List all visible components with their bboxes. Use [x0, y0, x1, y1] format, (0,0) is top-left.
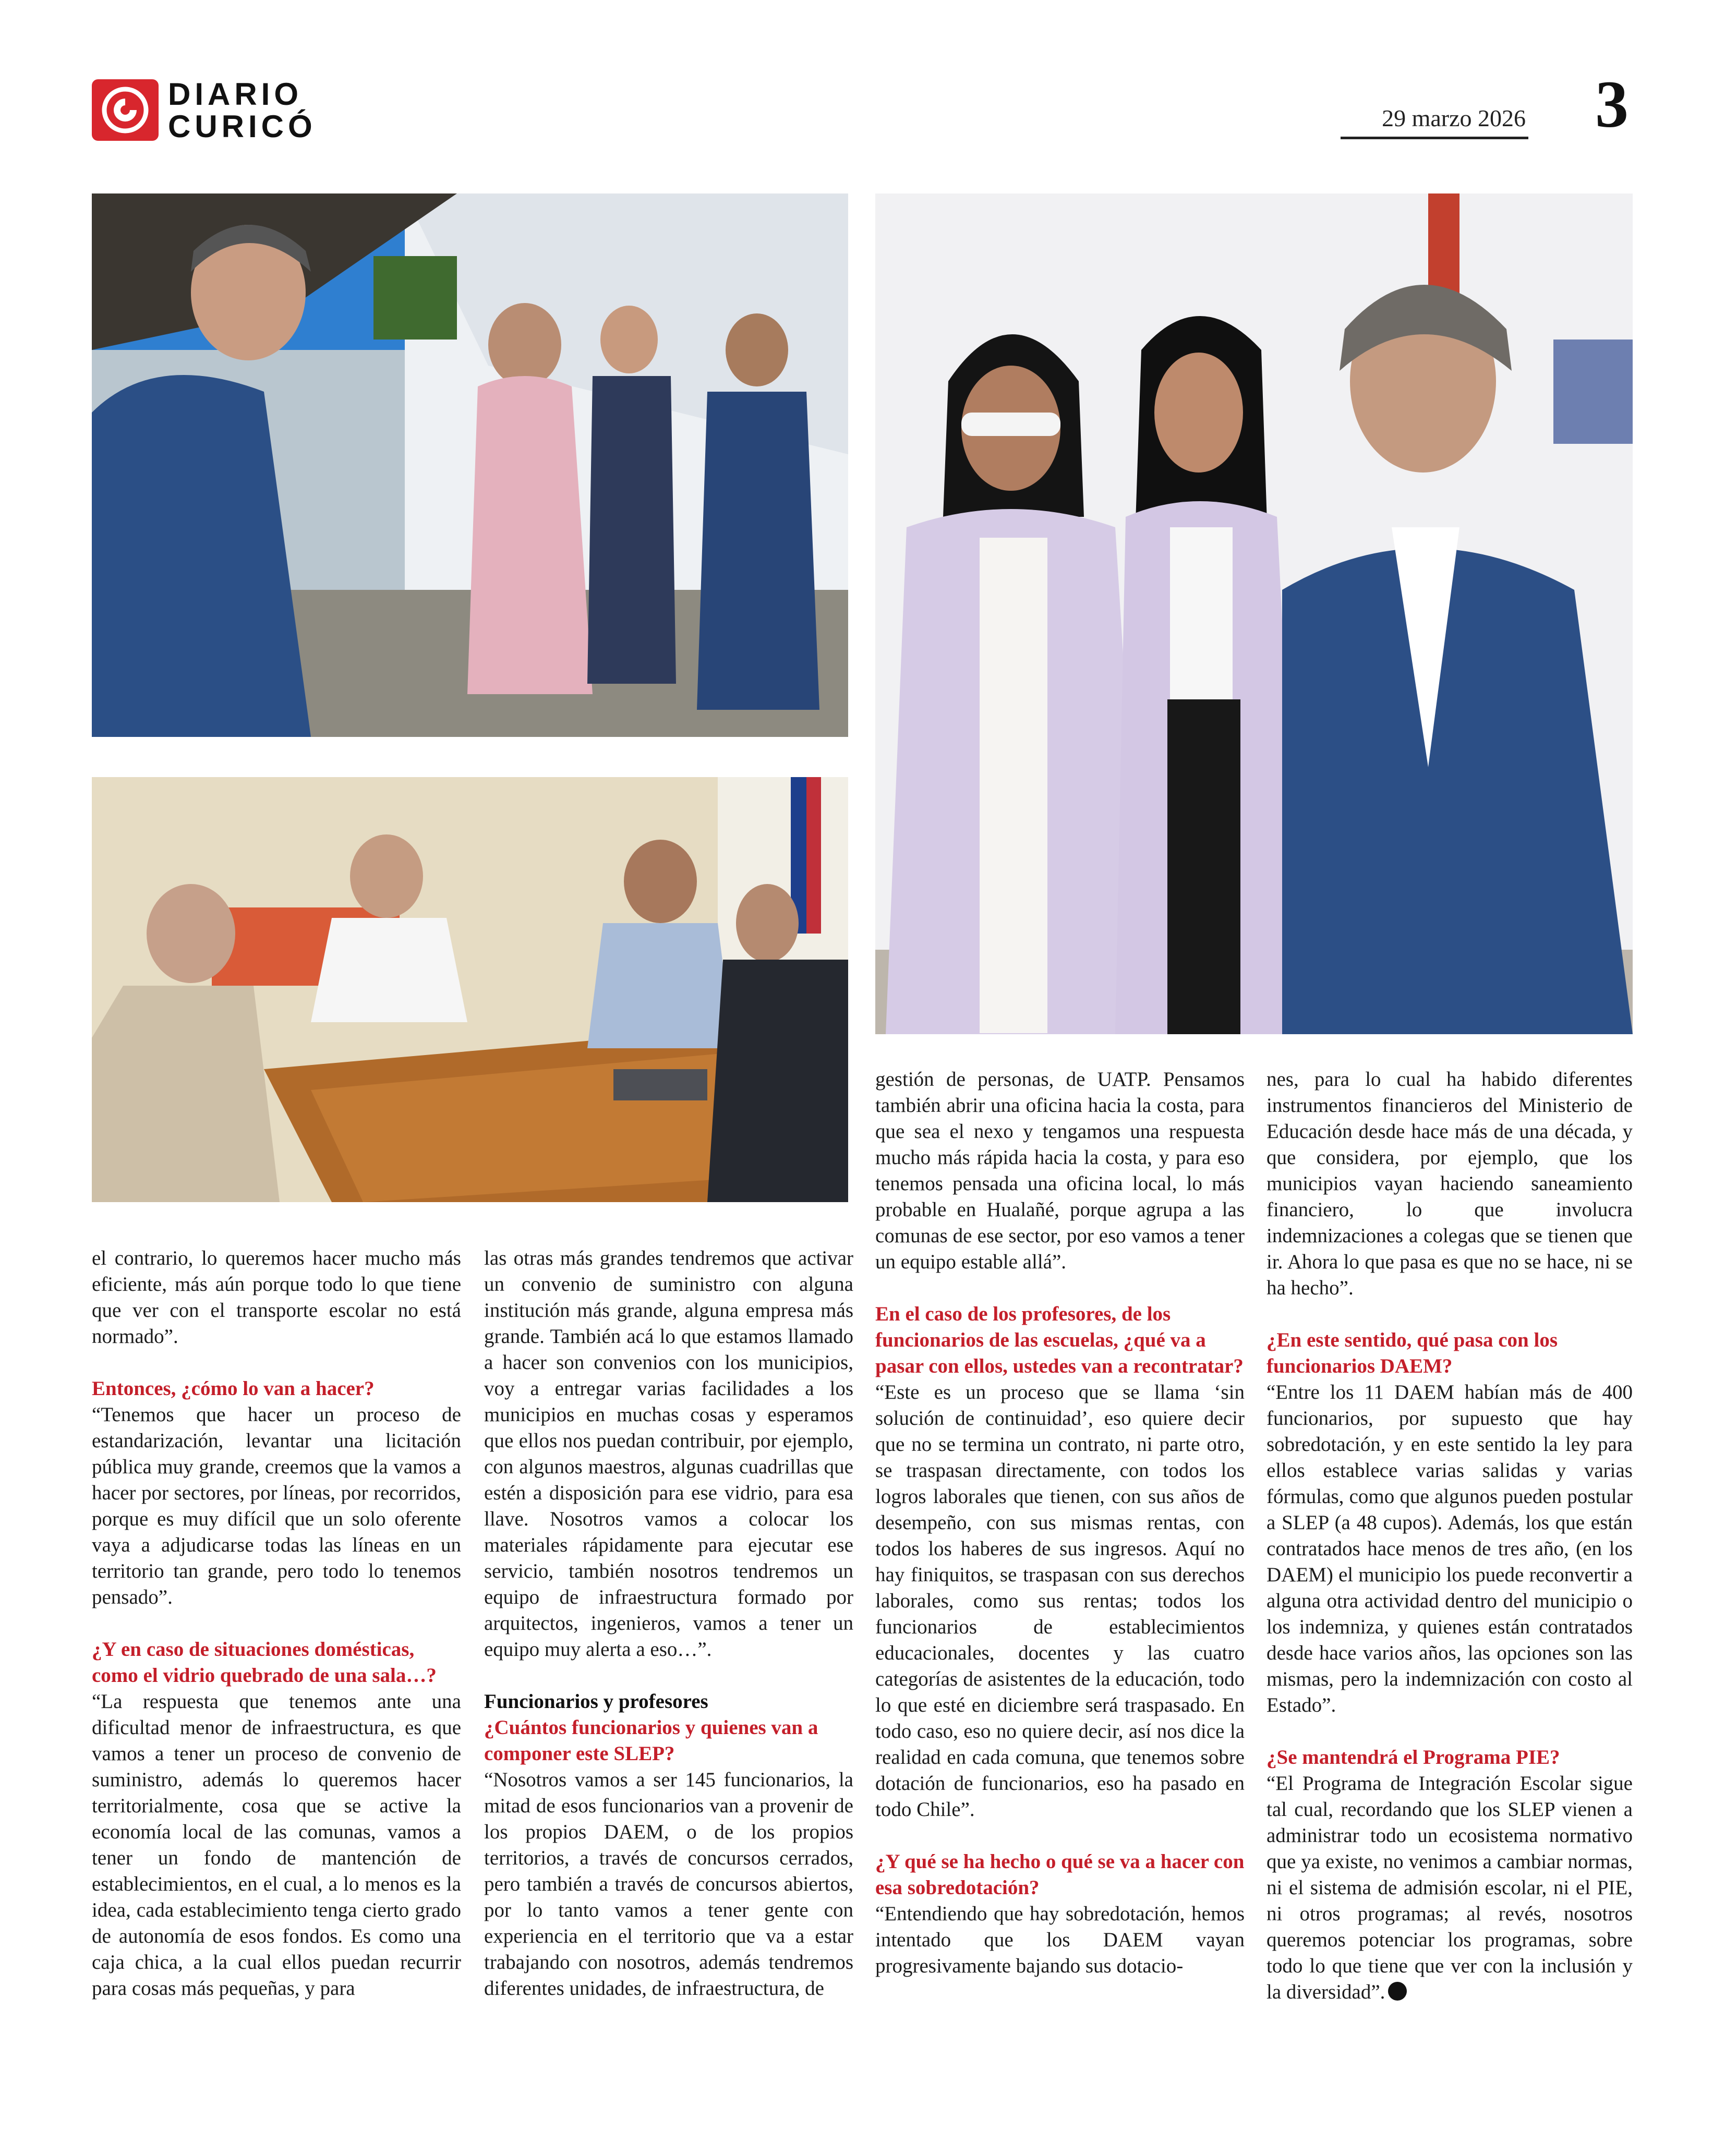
interview-question: ¿Y qué se ha hecho o qué se va a hacer con esa sobredotación?: [875, 1850, 1245, 1899]
brand-line-1: DIARIO: [168, 77, 303, 112]
masthead-brand[interactable]: [168, 78, 317, 143]
paragraph: nes, para lo cual ha habido diferentes instrumentos financieros del Ministerio de Educación desde hace más de una década, y que considera, por ejemplo, que los municipios vayan haciendo saneamiento financiero, lo que involucra indemnizaciones a colegas que se tienen que ir. Ahora lo que pasa es que no se hace, ni se ha hecho”.: [1266, 1068, 1633, 1299]
page-date: 29 marzo 2026: [1382, 105, 1526, 131]
logo-icon: [92, 79, 159, 141]
paragraph: gestión de personas, de UATP. Pensamos también abrir una oficina hacia la costa, para que sea el nexo y tengamos una respuesta mucho más rápida hacia la costa, y para eso tenemos pensada una oficina local, lo más probable en Hualañé, porque agrupa a las comunas de ese sector, por eso vamos a tener un equipo estable allá”.: [875, 1068, 1245, 1273]
interview-question: Entonces, ¿cómo lo van a hacer?: [92, 1377, 375, 1400]
page-number: 3: [1595, 67, 1629, 141]
interview-question: ¿Se mantendrá el Programa PIE?: [1266, 1746, 1560, 1769]
interview-question: En el caso de los profesores, de los funcionarios de las escuelas, ¿qué va a pasar con ellos, ustedes van a recontratar?: [875, 1303, 1244, 1377]
interview-question: ¿Cuántos funcionarios y quienes van a componer este SLEP?: [484, 1716, 818, 1765]
paragraph: el contrario, lo queremos hacer mucho más eficiente, más aún porque todo lo que tiene que ver con el transporte escolar no está normado”.: [92, 1247, 461, 1348]
paragraph: “Este es un proceso que se llama ‘sin solución de continuidad’, eso quiere decir que no se termina un contrato, ni parte otro, se traspasan directamente, con todos los logros laborales que tienen, con sus años de desempeño, con sus mismas rentas, con todos los haberes de sus ingresos. Aquí no hay finiquitos, se traspasan con sus derechos laborales, como sus rentas; todos los funcionarios de establecimientos educacionales, docentes y las cuatro categorías de asistentes de la educación, todo lo que esté en diciembre será traspasado. En todo caso, eso no quiere decir, así nos dice la realidad en cada comuna, que tenemos sobre dotación de funcionarios, eso ha pasado en todo Chile”.: [875, 1381, 1245, 1821]
paragraph: “Entendiendo que hay sobredotación, hemos intentado que los DAEM vayan progresivamente bajando sus dotacio-: [875, 1903, 1245, 1977]
paragraph: “Tenemos que hacer un proceso de estandarización, levantar una licitación pública muy grande, creemos que la vamos a hacer por sectores, por líneas, por recorridos, porque es muy difícil que un solo oferente vaya a adjudicarse todas las líneas en un territorio tan grande, pero todo lo tenemos pensado”.: [92, 1403, 461, 1608]
interview-question: ¿En este sentido, qué pasa con los funcionarios DAEM?: [1266, 1329, 1558, 1377]
article-column-2: [484, 1245, 853, 2002]
end-of-article-icon: [1388, 1982, 1407, 2001]
paragraph: “Nosotros vamos a ser 145 funcionarios, la mitad de esos funcionarios van a provenir de los propios DAEM, o de los propios territorios, a través de concursos cerrados, pero también a través de concursos abiertos, por lo tanto vamos a tener gente con experiencia en el territorio que va a estar trabajando con nosotros, además tendremos diferentes unidades, de infraestructura, de: [484, 1769, 853, 2000]
article-column-3: [875, 1067, 1245, 1979]
interview-question: ¿Y en caso de situaciones domésticas, como el vidrio quebrado de una sala…?: [92, 1638, 437, 1687]
article-column-4: [1266, 1067, 1633, 2005]
paragraph: “La respuesta que tenemos ante una dificultad menor de infraestructura, es que vamos a tener un proceso de convenio de suministro, además lo queremos hacer territorialmente, cosa que se active la economía local de las comunas, vamos a tener un fondo de mantención de establecimientos, en el cual, a lo menos es la idea, cada establecimiento tenga cierto grado de autonomía de esos fondos. Es como una caja chica, a la cual ellos puedan recurrir para cosas más pequeñas, y para: [92, 1690, 461, 2000]
brand-line-2: CURICÓ: [168, 109, 317, 144]
photo-group-conversation: [875, 193, 1633, 1034]
photo-conference-table: [92, 777, 848, 1202]
paragraph: las otras más grandes tendremos que activar un convenio de suministro con alguna institución más grande, alguna empresa más grande. También acá lo que estamos llamado a hacer son convenios con los municipios, voy a entregar varias facilidades a los municipios en muchas cosas y esperamos que ellos nos puedan contribuir, por ejemplo, con algunos maestros, algunas cuadrillas que estén a disposición para ese vidrio, para esa llave. Nosotros vamos a colocar los materiales rápidamente para ejecutar ese servicio, también nosotros tendremos un equipo de infraestructura formado por arquitectos, ingenieros, vamos a tener un equipo muy alerta a eso…”.: [484, 1247, 853, 1661]
date-underline: [1341, 137, 1528, 139]
final-text: “El Programa de Integración Escolar sigue tal cual, recordando que los SLEP vienen a administrar todo un ecosistema normativo que ya existe, no venimos a cambiar normas, ni el sistema de admisión escolar, ni el PIE, ni otros programas; al revés, nosotros queremos potenciar los programas, sobre todo lo que tiene que ver con la inclusión y la diversidad”.: [1266, 1772, 1633, 2003]
photo-outdoor-meeting: [92, 193, 848, 737]
section-subhead: Funcionarios y profesores: [484, 1690, 708, 1713]
article-column-1: [92, 1245, 461, 2002]
paragraph: “Entre los 11 DAEM habían más de 400 funcionarios, por supuesto que hay sobredotación, y en este sentido la ley para ellos establece varias salidas y varias fórmulas, como que algunos pueden postular a SLEP (a 48 cupos). Además, los que están contratados hace menos de tres año, (en los DAEM) el municipio los puede reconvertir a alguna otra actividad dentro del municipio o los indemniza, y quienes están contratados desde hace varios años, las opciones son las mismas, pero la indemnización con costo al Estado”.: [1266, 1381, 1633, 1716]
paragraph-final: [1266, 1771, 1633, 2005]
